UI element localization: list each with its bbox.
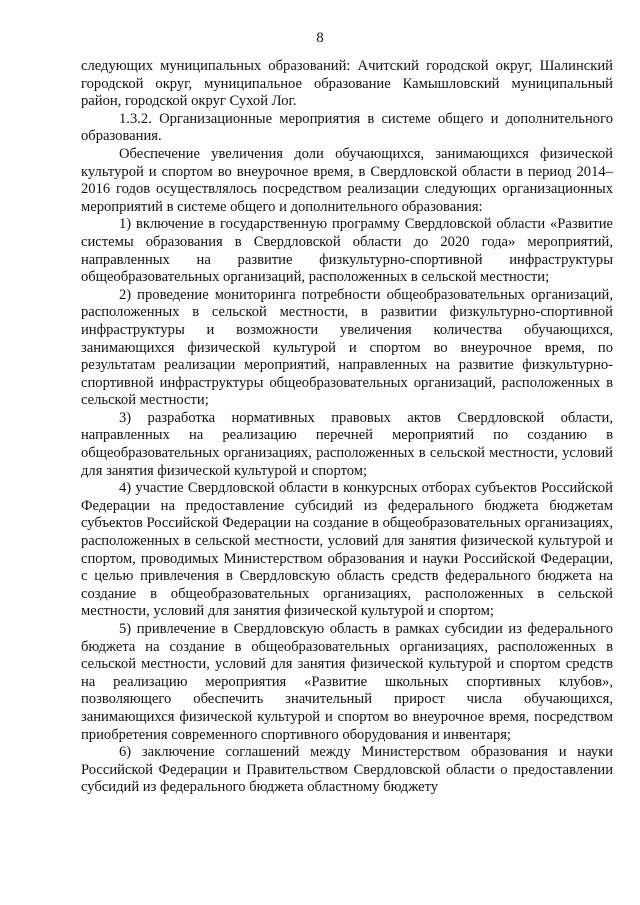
list-item-3: 3) разработка нормативных правовых актов Свердловской области, направленных на реализацию перечней мероприятий по созданию в общеобразовательных организациях, расположенных в сельской местности, условий для занятия физической культурой и спортом; [81, 409, 613, 479]
page-number: 8 [316, 30, 324, 46]
document-body [81, 58, 613, 797]
list-item-1: 1) включение в государственную программу Свердловской области «Развитие системы образования в Свердловской области до 2020 года» мероприятий, направленных на развитие физкультурно-спортивной инфраструктуры общеобразовательных организаций, расположенных в сельской местности; [81, 216, 613, 286]
list-item-4: 4) участие Свердловской области в конкурсных отборах субъектов Российской Федерации на предоставление субсидий из федерального бюджета бюджетам субъектов Российской Федерации на создание в общеобразовательных организациях, расположенных в сельской местности, условий для занятия физической культурой и спортом, проводимых Министерством образования и науки Российской Федерации, с целью привлечения в Свердловскую область средств федерального бюджета на создание в общеобразовательных организациях, расположенных в сельской местности, условий для занятия физической культурой и спортом; [81, 480, 613, 620]
paragraph-continuation: следующих муниципальных образований: Ачитский городской округ, Шалинский городской округ, муниципальное образование Камышловский муниципальный район, городской округ Сухой Лог. [81, 58, 613, 110]
section-heading-1-3-2: 1.3.2. Организационные мероприятия в системе общего и дополнительного образования. [81, 110, 613, 145]
paragraph-intro: Обеспечение увеличения доли обучающихся, занимающихся физической культурой и спортом во внеурочное время, в Свердловской области в период 2014–2016 годов осуществлялось посредством реализации следующих организационных мероприятий в системе общего и дополнительного образования: [81, 145, 613, 215]
list-item-2: 2) проведение мониторинга потребности общеобразовательных организаций, расположенных в сельской местности, в развитии физкультурно-спортивной инфраструктуры и возможности увеличения количества обучающихся, занимающихся физической культурой и спортом во внеурочное время, по результатам реализации мероприятий, направленных на развитие физкультурно-спортивной инфраструктуры общеобразовательных организаций, расположенных в сельской местности; [81, 286, 613, 409]
list-item-5: 5) привлечение в Свердловскую область в рамках субсидии из федерального бюджета на создание в общеобразовательных организациях, расположенных в сельской местности, условий для занятия физической культурой и спортом средств на реализацию мероприятия «Развитие школьных спортивных клубов», позволяющего обеспечить значительный прирост числа обучающихся, занимающихся физической культурой и спортом во внеурочное время, посредством приобретения современного спортивного оборудования и инвентаря; [81, 621, 613, 743]
list-item-6: 6) заключение соглашений между Министерством образования и науки Российской Федерации и Правительством Свердловской области о предоставлении субсидий из федерального бюджета областному бюджету [81, 744, 613, 796]
